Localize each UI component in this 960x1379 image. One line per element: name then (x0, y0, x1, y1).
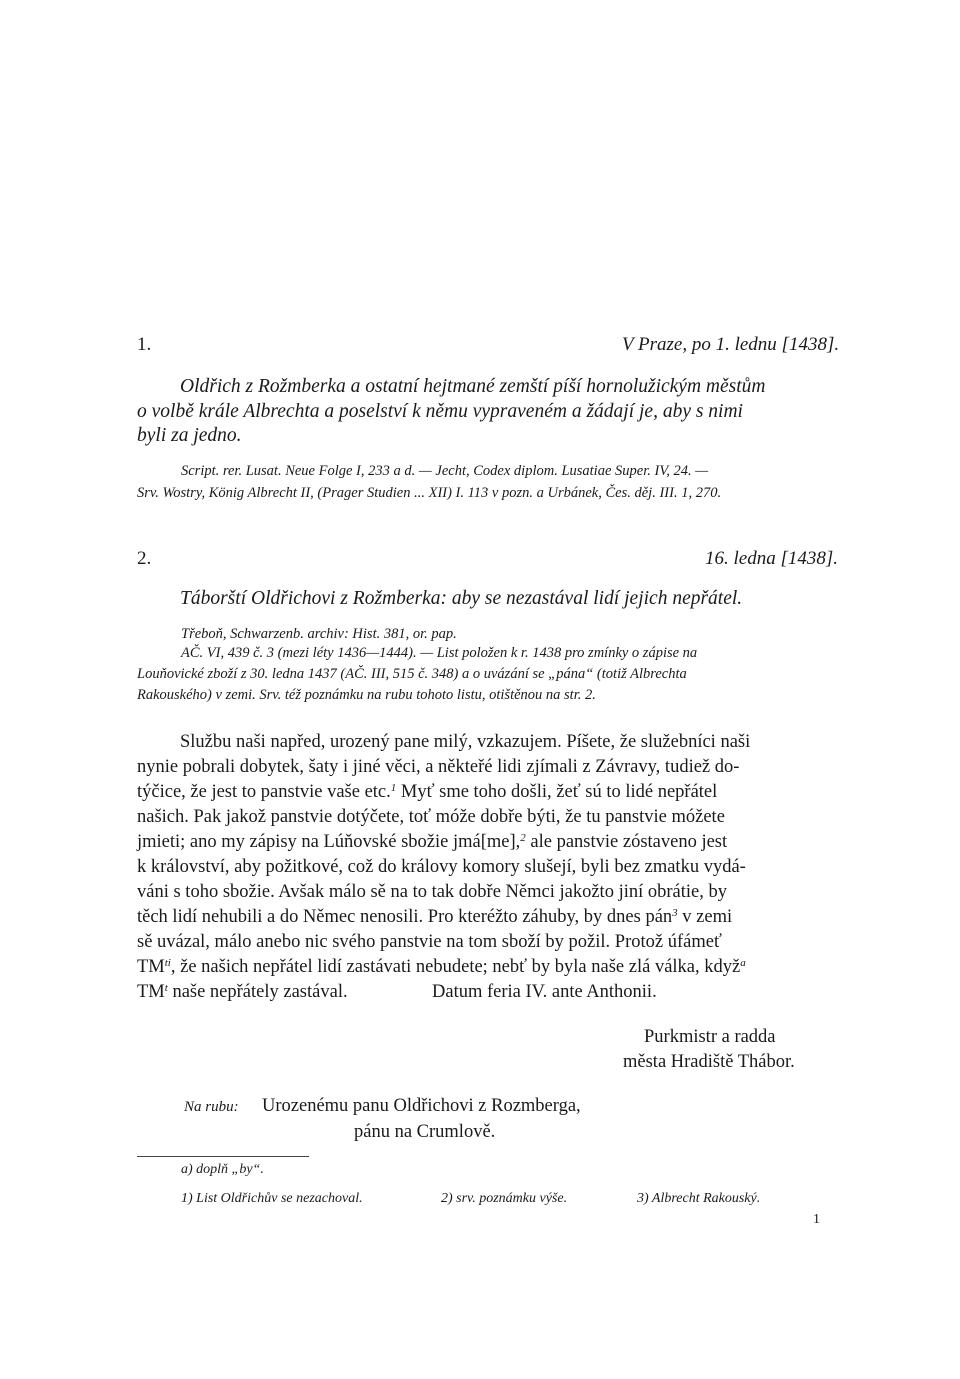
signature-line: města Hradiště Thábor. (623, 1052, 795, 1072)
letter-line: těch lidí nehubili a do Němec nenosili. Pro kteréžto záhuby, by dnes pán$^3$ v zemi (137, 907, 733, 927)
doc1-literature-line: Script. rer. Lusat. Neue Folge I, 233 a d. — Jecht, Codex diplom. Lusatiae Super. IV, 24. — (181, 463, 709, 479)
doc2-archive-line: Louňovické zboží z 30. ledna 1437 (AČ. III, 515 č. 348) a o uvázání se „pána“ (totiž Albrechta (137, 666, 687, 682)
letter-line: $TM^t$ naše nepřátely zastával. (137, 982, 348, 1002)
footnote-2: 2) srv. poznámku výše. (441, 1191, 568, 1206)
dorsal-line: Urozenému panu Oldřichovi z Rozmberga, (262, 1096, 581, 1116)
letter-line: k království, aby požitkové, což do královy komory slušejí, byli bez zmatku vydá- (137, 857, 746, 877)
footnote-divider (137, 1156, 309, 1157)
doc2-date: 16. ledna [1438]. (705, 548, 838, 569)
letter-line: $TM^{ti}$, že našich nepřátel lidí zastávati nebudete; nebť by byla naše zlá válka, když$^a$ (137, 957, 746, 977)
letter-line: našich. Pak jakož panstvie dotýčete, toť móže dobře býti, že tu panstvie móžete (137, 807, 725, 827)
dorsal-label: Na rubu: (184, 1099, 239, 1115)
doc1-regest-line: byli za jedno. (137, 425, 242, 446)
dorsal-line: pánu na Crumlově. (354, 1122, 496, 1142)
letter-line: jmieti; ano my zápisy na Lúňovské sbožie jmá[me],$^2$ ale panstvie zóstaveno jest (137, 832, 728, 852)
signature-line: Purkmistr a radda (644, 1027, 776, 1047)
doc2-regest: Táborští Oldřichovi z Rožmberka: aby se nezastával lidí jejich nepřátel. (180, 588, 743, 609)
doc2-archive-line: AČ. VI, 439 č. 3 (mezi léty 1436—1444). — List položen k r. 1438 pro zmínky o zápise na (181, 645, 698, 661)
letter-line: týčice, že jest to panstvie vaše etc.$^1$ Myť sme toho došli, žeť sú to lidé nepřátel (137, 782, 718, 802)
footnote-mark: 2 (520, 832, 526, 844)
doc2-archive-line: Rakouského) v zemi. Srv. též poznámku na rubu tohoto listu, otištěnou na str. 2. (137, 687, 596, 703)
footnote-mark: 1 (390, 782, 397, 794)
letter-line: nynie pobrali dobytek, šaty i jiné věci, a někteřé lidi zjímali z Závravy, tudiež do- (137, 757, 740, 777)
letter-datum: Datum feria IV. ante Anthonii. (432, 982, 657, 1002)
footnote-mark: 3 (672, 907, 678, 919)
letter-line: sě uvázal, málo anebo nic svého panstvie na tom sboží by požil. Protož úfámeť (137, 932, 722, 952)
doc1-literature-line: Srv. Wostry, König Albrecht II, (Prager Studien ... XII) I. 113 v pozn. a Urbánek, Čes. děj. III. 1, 270. (137, 485, 722, 501)
footnote-mark: a (740, 957, 746, 969)
doc2-number: 2. (137, 548, 152, 569)
letter-line: Službu naši napřed, urozený pane milý, vzkazujem. Píšete, že služebníci naši (180, 732, 751, 752)
doc1-number: 1. (137, 334, 152, 355)
page-number: 1 (813, 1212, 820, 1227)
letter-line: váni s toho sbožie. Avšak málo sě na to tak dobře Němci jakožto jiní obrátie, by (137, 882, 727, 902)
footnote-a: a) doplň „by“. (181, 1162, 264, 1177)
doc1-regest-line: Oldřich z Rožmberka a ostatní hejtmané zemští píší hornolužickým městům (180, 376, 766, 397)
doc1-regest-line: o volbě krále Albrechta a poselství k němu vypraveném a žádají je, aby s nimi (137, 401, 743, 422)
doc1-place-date: V Praze, po 1. lednu [1438]. (622, 334, 840, 355)
doc2-archive-line: Třeboň, Schwarzenb. archiv: Hist. 381, or. pap. (181, 626, 457, 642)
footnote-1: 1) List Oldřichův se nezachoval. (181, 1191, 363, 1206)
footnote-3: 3) Albrecht Rakouský. (637, 1191, 761, 1206)
